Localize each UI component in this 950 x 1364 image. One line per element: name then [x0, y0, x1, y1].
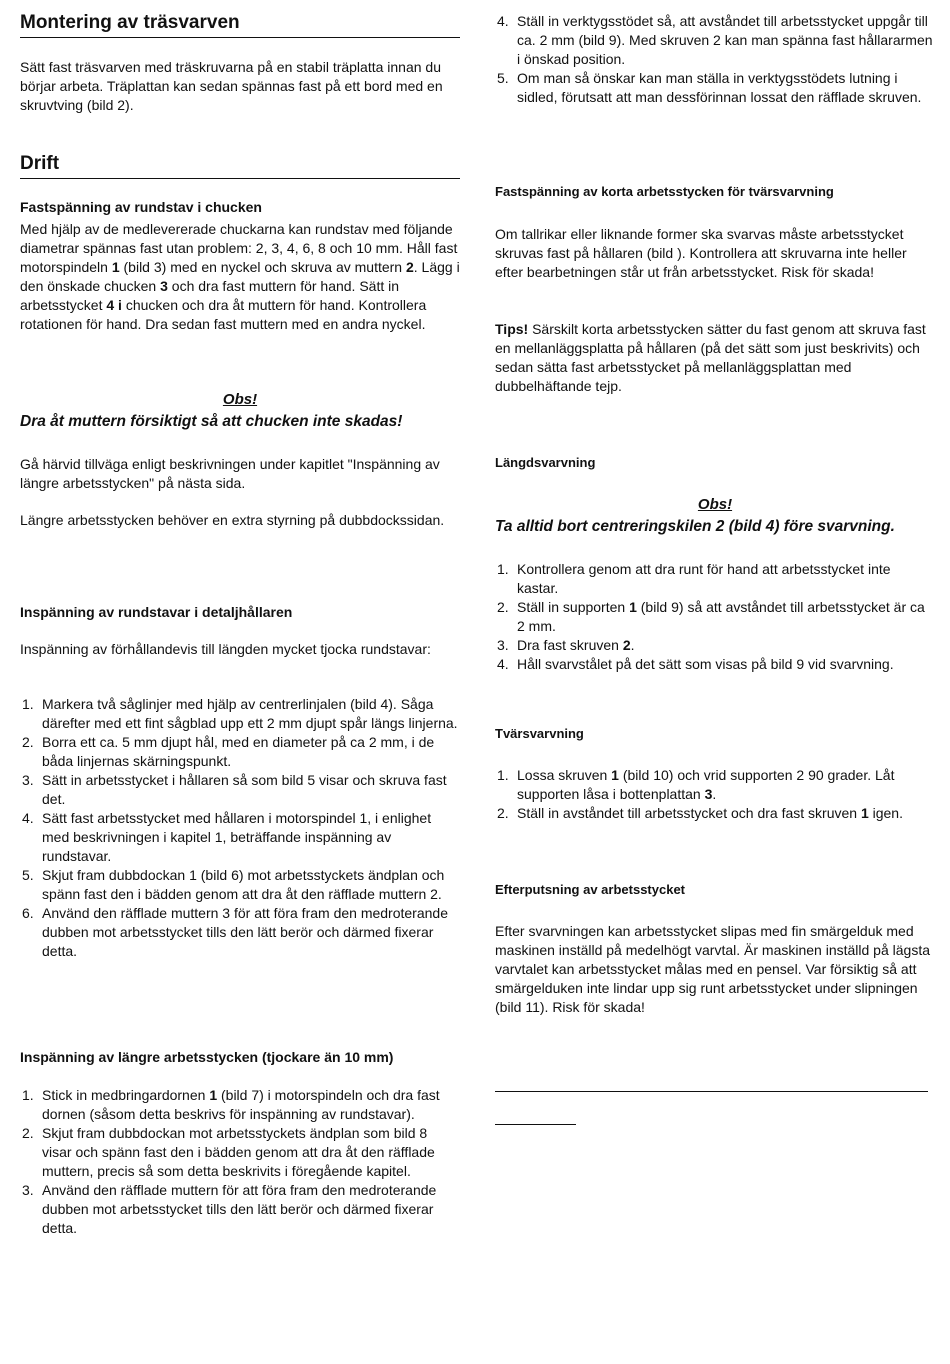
list-inspanning-langre — [20, 1086, 460, 1238]
list-item: 4. Ställ in verktygsstödet så, att avståndet till arbetsstycket uppgår till ca. 2 mm (bild 9). Med skruven 2 kan man spänna fast hållararmen i önskad position. — [497, 13, 933, 67]
efterputsning-text: Efter svarvningen kan arbetsstycket slipas med fin smärgelduk med maskinen inställd på medelhögt varvtal. Är maskinen inställd på lägsta varvtalet kan arbetsstycket målas med en pensel. Var försiktig så att smärgelduken inte lindar upp sig runt arbetsstycket under slipningen (bild 11). Risk för skada! — [495, 923, 931, 1015]
list-item: 1. Stick in medbringardornen 1 (bild 7) i motorspindeln och dra fast dornen (såsom detta beskrivs för inspänning av rundstavar). — [22, 1087, 440, 1122]
list-item: 3. Använd den räfflade muttern för att föra fram den medroterande dubben mot arbetsstycket tills den lätt berör och därmed fixerar detta. — [22, 1182, 437, 1236]
divider-line — [495, 1091, 928, 1092]
left-column — [20, 0, 460, 1364]
list-item: 4. Sätt fast arbetsstycket med hållaren i motorspindel 1, i enlighet med beskrivningen i kapitel 1, beträffande inspänning av rundstavar. — [22, 810, 432, 864]
list-verktygsstod — [495, 12, 935, 107]
list-item: 5. Om man så önskar kan man ställa in verktygsstödets lutning i sidled, förutsatt att man dessförinnan lossat den räfflade skruven. — [497, 70, 922, 105]
list-tvarsvarvning — [495, 766, 935, 823]
heading-efterputsning: Efterputsning av arbetsstycket — [495, 882, 686, 897]
obs-title-langdsvarvning: Obs! — [697, 496, 733, 513]
divider-line-short — [495, 1124, 576, 1125]
heading-tvarsvarvning: Tvärsvarvning — [495, 726, 584, 741]
list-item: 5. Skjut fram dubbdockan 1 (bild 6) mot arbetsstyckets ändplan och spänn fast den i bädden genom att dra åt den räfflade muttern 2. — [22, 867, 445, 902]
chucken-text: Med hjälp av de medlevererade chuckarna kan rundstav med följande diametrar spännas fast utan problem: 2, 3, 4, 6, 8 och 10 mm. Håll fast motorspindeln 1 (bild 3) med en nyckel och skruva av muttern 2. Lägg i den önskade chucken 3 och dra fast muttern för hand. Sätt in arbetsstycket 4 i chucken och dra åt muttern för hand. Kontrollera rotationen för hand. Dra sedan fast muttern med en andra nyckel. — [20, 221, 460, 332]
heading-inspanning-langre: Inspänning av längre arbetsstycken (tjockare än 10 mm) — [20, 1049, 394, 1065]
tips-text: Tips! Särskilt korta arbetsstycken sätter du fast genom att skruva fast en mellanläggsplatta på hållaren (på det sätt som just beskrivits) och sedan sätta fast arbetsstycket på mellanläggsplattan med dubbelhäftande tejp. — [495, 321, 926, 394]
heading-fastspanning-chucken: Fastspänning av rundstav i chucken — [20, 199, 262, 215]
list-item: 2. Skjut fram dubbdockan mot arbetsstyckets ändplan som bild 8 visar och spänn fast den i bädden genom att dra åt den räfflade muttern, precis så som detta beskrivits i föregående kapitel. — [22, 1125, 435, 1179]
montering-text: Sätt fast träsvarven med träskruvarna på en stabil träplatta innan du börjar arbeta. Träplattan kan sedan spännas fast på ett bord med en skruvtving (bild 2). — [20, 59, 443, 113]
heading-inspanning-rundstavar: Inspänning av rundstavar i detaljhållaren — [20, 604, 293, 620]
obs-text-drift: Dra åt muttern försiktigt så att chucken inte skadas! — [20, 413, 403, 430]
list-inspanning-rundstavar — [20, 695, 460, 961]
heading-fastspanning-korta: Fastspänning av korta arbetsstycken för tvärsvarvning — [495, 184, 834, 199]
obs-title-drift: Obs! — [222, 391, 258, 408]
drift-para-3: Längre arbetsstycken behöver en extra styrning på dubbdockssidan. — [20, 512, 445, 528]
inspanning-intro: Inspänning av förhållandevis till längden mycket tjocka rundstavar: — [20, 641, 431, 657]
obs-text-langdsvarvning: Ta alltid bort centreringskilen 2 (bild 4) före svarvning. — [495, 518, 895, 535]
list-item: 2. Ställ in avståndet till arbetsstycket och dra fast skruven 1 igen. — [497, 805, 903, 821]
right-column — [495, 0, 935, 1364]
drift-para-2: Gå härvid tillväga enligt beskrivningen under kapitlet "Inspänning av längre arbetsstycken" på nästa sida. — [20, 456, 440, 491]
list-item: 1. Kontrollera genom att dra runt för hand att arbetsstycket inte kastar. — [497, 561, 891, 596]
list-item: 6. Använd den räfflade muttern 3 för att föra fram den medroterande dubben mot arbetsstycket tills den lätt berör och därmed fixerar detta. — [22, 905, 448, 959]
list-item: 1. Markera två såglinjer med hjälp av centrerlinjalen (bild 4). Såga därefter med ett fint sågblad upp ett 2 mm djupt spår längs linjerna. — [22, 696, 458, 731]
list-item: 2. Borra ett ca. 5 mm djupt hål, med en diameter på ca 2 mm, i de båda linjernas skärningspunkt. — [22, 734, 435, 769]
heading-montering: Montering av träsvarven — [20, 12, 460, 38]
list-item: 1. Lossa skruven 1 (bild 10) och vrid supporten 2 90 grader. Låt supporten låsa i bottenplattan 3. — [497, 767, 895, 802]
list-item: 4. Håll svarvstålet på det sätt som visas på bild 9 vid svarvning. — [497, 656, 894, 672]
korta-text: Om tallrikar eller liknande former ska svarvas måste arbetsstycket skruvas fast på hållaren (bild ). Kontrollera att skruvarna inte heller efter bearbetningen står ut från arbetsstycket. Risk för skada! — [495, 226, 907, 280]
list-item: 2. Ställ in supporten 1 (bild 9) så att avståndet till arbetsstycket är ca 2 mm. — [497, 599, 925, 634]
list-item: 3. Sätt in arbetsstycket i hållaren så som bild 5 visar och skruva fast det. — [22, 772, 447, 807]
list-item: 3. Dra fast skruven 2. — [497, 637, 635, 653]
heading-drift: Drift — [20, 153, 460, 179]
list-langdsvarvning — [495, 560, 935, 674]
heading-langdsvarvning: Längdsvarvning — [495, 455, 596, 470]
